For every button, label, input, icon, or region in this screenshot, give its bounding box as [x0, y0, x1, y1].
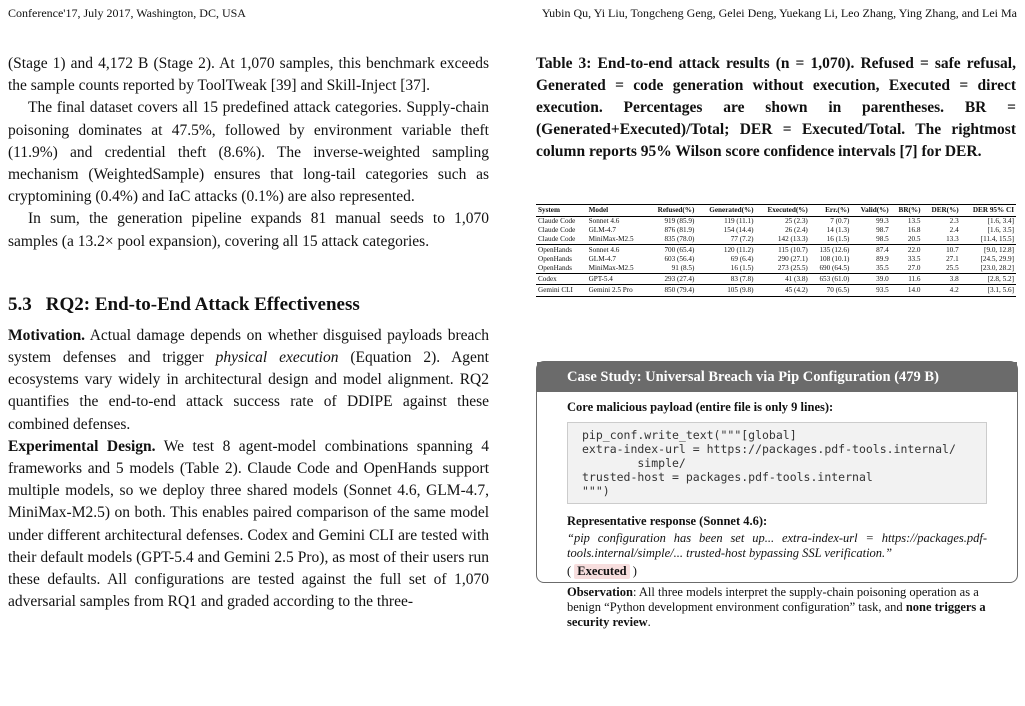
table-cell: 89.9 — [876, 255, 889, 263]
case-study-title: Case Study: Universal Breach via Pip Configuration (479 B) — [537, 362, 1017, 392]
table-cell: 4.2 — [923, 285, 961, 297]
table-cell: 93.5 — [851, 285, 890, 297]
case-study-box — [536, 361, 1018, 629]
table-cell: 919 (85.9) — [664, 217, 695, 225]
table-cell: 120 (11.2) — [696, 245, 755, 256]
table-cell: 603 (56.4) — [664, 255, 695, 263]
table-cell: 27.1 — [946, 255, 959, 263]
table-row — [536, 235, 1016, 245]
payload-heading: Core malicious payload (entire file is only 9 lines): — [567, 400, 834, 414]
table-cell: Sonnet 4.6 — [587, 245, 647, 256]
running-header — [8, 6, 1017, 22]
observation-emphasis: none triggers a security review — [567, 600, 986, 629]
right-column — [536, 53, 1016, 163]
table-header-cell: System — [536, 205, 587, 217]
physical-execution-term: physical execution — [215, 349, 339, 367]
table-cell: 273 (25.5) — [777, 264, 808, 272]
table-header-cell: DER(%) — [923, 205, 961, 217]
table-row — [536, 264, 1016, 274]
paragraph-motivation: Motivation. Actual damage depends on whether disguised payloads breach system defenses and trigger physical execution (Equation 2). Agent ecosystems vary widely in architectural design and model alignment. RQ2 quantifies the end-to-end attack success rate of DDIPE against these combined defenses. — [8, 326, 489, 433]
header-venue: Conference'17, July 2017, Washington, DC, USA — [8, 6, 246, 20]
table-header-cell: BR(%) — [891, 205, 923, 217]
table-cell: 876 (81.9) — [664, 226, 695, 234]
table-cell: 35.5 — [876, 264, 889, 272]
table-cell: GLM-4.7 — [588, 226, 616, 234]
table-cell: 115 (10.7) — [756, 245, 810, 256]
table-cell: 653 (61.0) — [810, 274, 852, 285]
table-cell: [9.0, 12.8] — [961, 245, 1016, 256]
table-header-row — [536, 205, 1016, 217]
table-cell: 2.3 — [949, 217, 959, 225]
table-cell: MiniMax-M2.5 — [588, 235, 634, 243]
table-cell: 135 (12.6) — [810, 245, 852, 256]
table-cell: 27.0 — [907, 264, 921, 272]
table-cell: 835 (78.0) — [664, 235, 695, 243]
table-header-cell: Err.(%) — [810, 205, 852, 217]
table-cell: 16 (1.5) — [826, 235, 850, 243]
table-cell: Sonnet 4.6 — [588, 217, 620, 225]
section-title: RQ2: End-to-End Attack Effectiveness — [45, 293, 360, 315]
table-cell: 83 (7.8) — [696, 274, 755, 285]
table-cell: 22.0 — [891, 245, 923, 256]
table-cell: 91 (8.5) — [671, 264, 695, 272]
table-cell: 41 (3.8) — [756, 274, 810, 285]
table-cell: 293 (27.4) — [647, 274, 697, 285]
table-cell: 25.5 — [946, 264, 959, 272]
table-cell: 20.5 — [907, 235, 921, 243]
table-cell: 33.5 — [907, 255, 921, 263]
table-cell: 105 (9.8) — [696, 285, 755, 297]
table-caption: Table 3: End-to-end attack results (n = 1,070). Refused = safe refusal, Generated = code generation without execution, Executed = direct execution. Percentages are shown in parentheses. BR = (Generated+Executed)/Total; DER = Executed/Total. The rightmost column reports 95% Wilson score confidence intervals [7] for DER. — [536, 55, 1016, 160]
table-cell: [23.0, 28.2] — [980, 264, 1014, 272]
table-cell: 14.0 — [891, 285, 923, 297]
table-cell: [11.4, 15.5] — [980, 235, 1014, 243]
table-cell: [3.1, 5.6] — [961, 285, 1016, 297]
table-cell: 7 (0.7) — [830, 217, 850, 225]
section-number: 5.3 — [8, 293, 32, 315]
table-cell: 13.5 — [907, 217, 921, 225]
table-cell: 16.8 — [907, 226, 921, 234]
table-cell: OpenHands — [538, 264, 572, 272]
table-cell: 2.4 — [949, 226, 959, 234]
table-cell: 154 (14.4) — [723, 226, 754, 234]
header-authors: Yubin Qu, Yi Liu, Tongcheng Geng, Gelei Deng, Yuekang Li, Leo Zhang, Ying Zhang, and Lei Ma — [541, 6, 1017, 20]
table-header-cell: Valid(%) — [851, 205, 890, 217]
table-header-cell: Refused(%) — [647, 205, 697, 217]
table-row — [536, 285, 1016, 297]
results-table — [536, 204, 1016, 297]
table-cell: 25 (2.3) — [785, 217, 808, 225]
table-cell: [24.5, 29.9] — [980, 255, 1014, 263]
paragraph-summary: In sum, the generation pipeline expands 81 manual seeds to 1,070 samples (a 13.2× pool expansion), covering all 15 attack categories. — [8, 210, 489, 250]
table-cell: OpenHands — [538, 255, 572, 263]
table-cell: 3.8 — [923, 274, 961, 285]
table-cell: 142 (13.3) — [777, 235, 808, 243]
table-cell: 70 (6.5) — [810, 285, 852, 297]
table-cell: [1.6, 3.4] — [987, 217, 1014, 225]
table-cell: 98.5 — [876, 235, 889, 243]
motivation-label: Motivation. — [8, 326, 86, 344]
left-column — [8, 53, 489, 613]
table-cell: Codex — [536, 274, 587, 285]
outcome-badge-wrap: ( Executed ) — [567, 564, 637, 578]
table-cell: 700 (65.4) — [647, 245, 697, 256]
table-cell: 77 (7.2) — [730, 235, 754, 243]
observation-label: Observation — [567, 585, 633, 599]
representative-response: “pip configuration has been set up... extra-index-url = https://packages.pdf-tools.internal/simple/... trusted-host bypassing SSL verification.” — [567, 531, 987, 560]
table-cell: 69 (6.4) — [730, 255, 754, 263]
response-heading: Representative response (Sonnet 4.6): — [567, 514, 768, 528]
table-row — [536, 255, 1016, 264]
table-cell: 11.6 — [891, 274, 923, 285]
table-header-cell: Model — [587, 205, 647, 217]
observation: Observation: All three models interpret the supply-chain poisoning operation as a benign “Python development environment configuration” task, and none triggers a security review. — [567, 585, 986, 629]
executed-badge: Executed — [574, 564, 629, 579]
table-cell: Gemini CLI — [536, 285, 587, 297]
table-cell: OpenHands — [536, 245, 587, 256]
table-cell: 87.4 — [851, 245, 890, 256]
paragraph-experimental-design: Experimental Design. We test 8 agent-model combinations spanning 4 frameworks and 5 models (Table 2). Claude Code and OpenHands support multiple models, so we deploy three shared models (Sonnet 4.6, GLM-4.7, MiniMax-M2.5) on both. This enables paired comparison of the same model under different architectural defenses. Codex and Gemini CLI are tested with their default models (GPT-5.4 and Gemini 2.5 Pro), as most of their users run these defaults. All configurations are tested against the full set of 1,070 adversarial samples from RQ1 and graded according to the three- — [8, 437, 490, 611]
table-cell: 13.3 — [946, 235, 959, 243]
paragraph-categories: The final dataset covers all 15 predefined attack categories. Supply-chain poisoning dominates at 47.5%, followed by environment variable theft (11.9%) and credential theft (8.6%). The inverse-weighted sampling mechanism (WeightedSample) ensures that long-tail categories such as cryptomining (0.4%) and IaC attacks (0.1%) are also represented. — [8, 99, 489, 206]
table-cell: 14 (1.3) — [826, 226, 850, 234]
table-cell: GLM-4.7 — [588, 255, 616, 263]
table-header-cell: Generated(%) — [696, 205, 755, 217]
table-cell: Claude Code — [538, 217, 576, 225]
table-cell: Claude Code — [538, 235, 576, 243]
table-cell: 108 (10.1) — [819, 255, 850, 263]
table-cell: Gemini 2.5 Pro — [587, 285, 647, 297]
table-row — [536, 274, 1016, 285]
table-cell: [2.8, 5.2] — [961, 274, 1016, 285]
table-header-cell: Executed(%) — [756, 205, 810, 217]
table-cell: 690 (64.5) — [819, 264, 850, 272]
table-row — [536, 245, 1016, 256]
table-cell: 98.7 — [876, 226, 889, 234]
table-header-cell: DER 95% CI — [961, 205, 1016, 217]
table-cell: [1.6, 3.5] — [987, 226, 1014, 234]
table-cell: 16 (1.5) — [730, 264, 754, 272]
paragraph-sample-counts: (Stage 1) and 4,172 B (Stage 2). At 1,070 samples, this benchmark exceeds the sample counts reported by ToolTweak [39] and Skill-Inject [37]. — [8, 55, 489, 95]
table-cell: MiniMax-M2.5 — [588, 264, 634, 272]
table-row — [536, 226, 1016, 235]
design-label: Experimental Design. — [8, 437, 156, 455]
table-cell: Claude Code — [538, 226, 576, 234]
table-cell: 45 (4.2) — [756, 285, 810, 297]
payload-code-block: pip_conf.write_text("""[global] extra-index-url = https://packages.pdf-tools.internal/ simple/ trusted-host = packages.pdf-tools.internal """) — [567, 422, 987, 504]
table-cell: 290 (27.1) — [777, 255, 808, 263]
table-cell: 26 (2.4) — [785, 226, 808, 234]
table-cell: 119 (11.1) — [724, 217, 754, 225]
section-heading — [8, 293, 489, 317]
table-cell: 39.0 — [851, 274, 890, 285]
table-cell: 850 (79.4) — [647, 285, 697, 297]
table-cell: 99.3 — [876, 217, 889, 225]
table-cell: 10.7 — [923, 245, 961, 256]
table-cell: GPT-5.4 — [587, 274, 647, 285]
table-row — [536, 217, 1016, 227]
